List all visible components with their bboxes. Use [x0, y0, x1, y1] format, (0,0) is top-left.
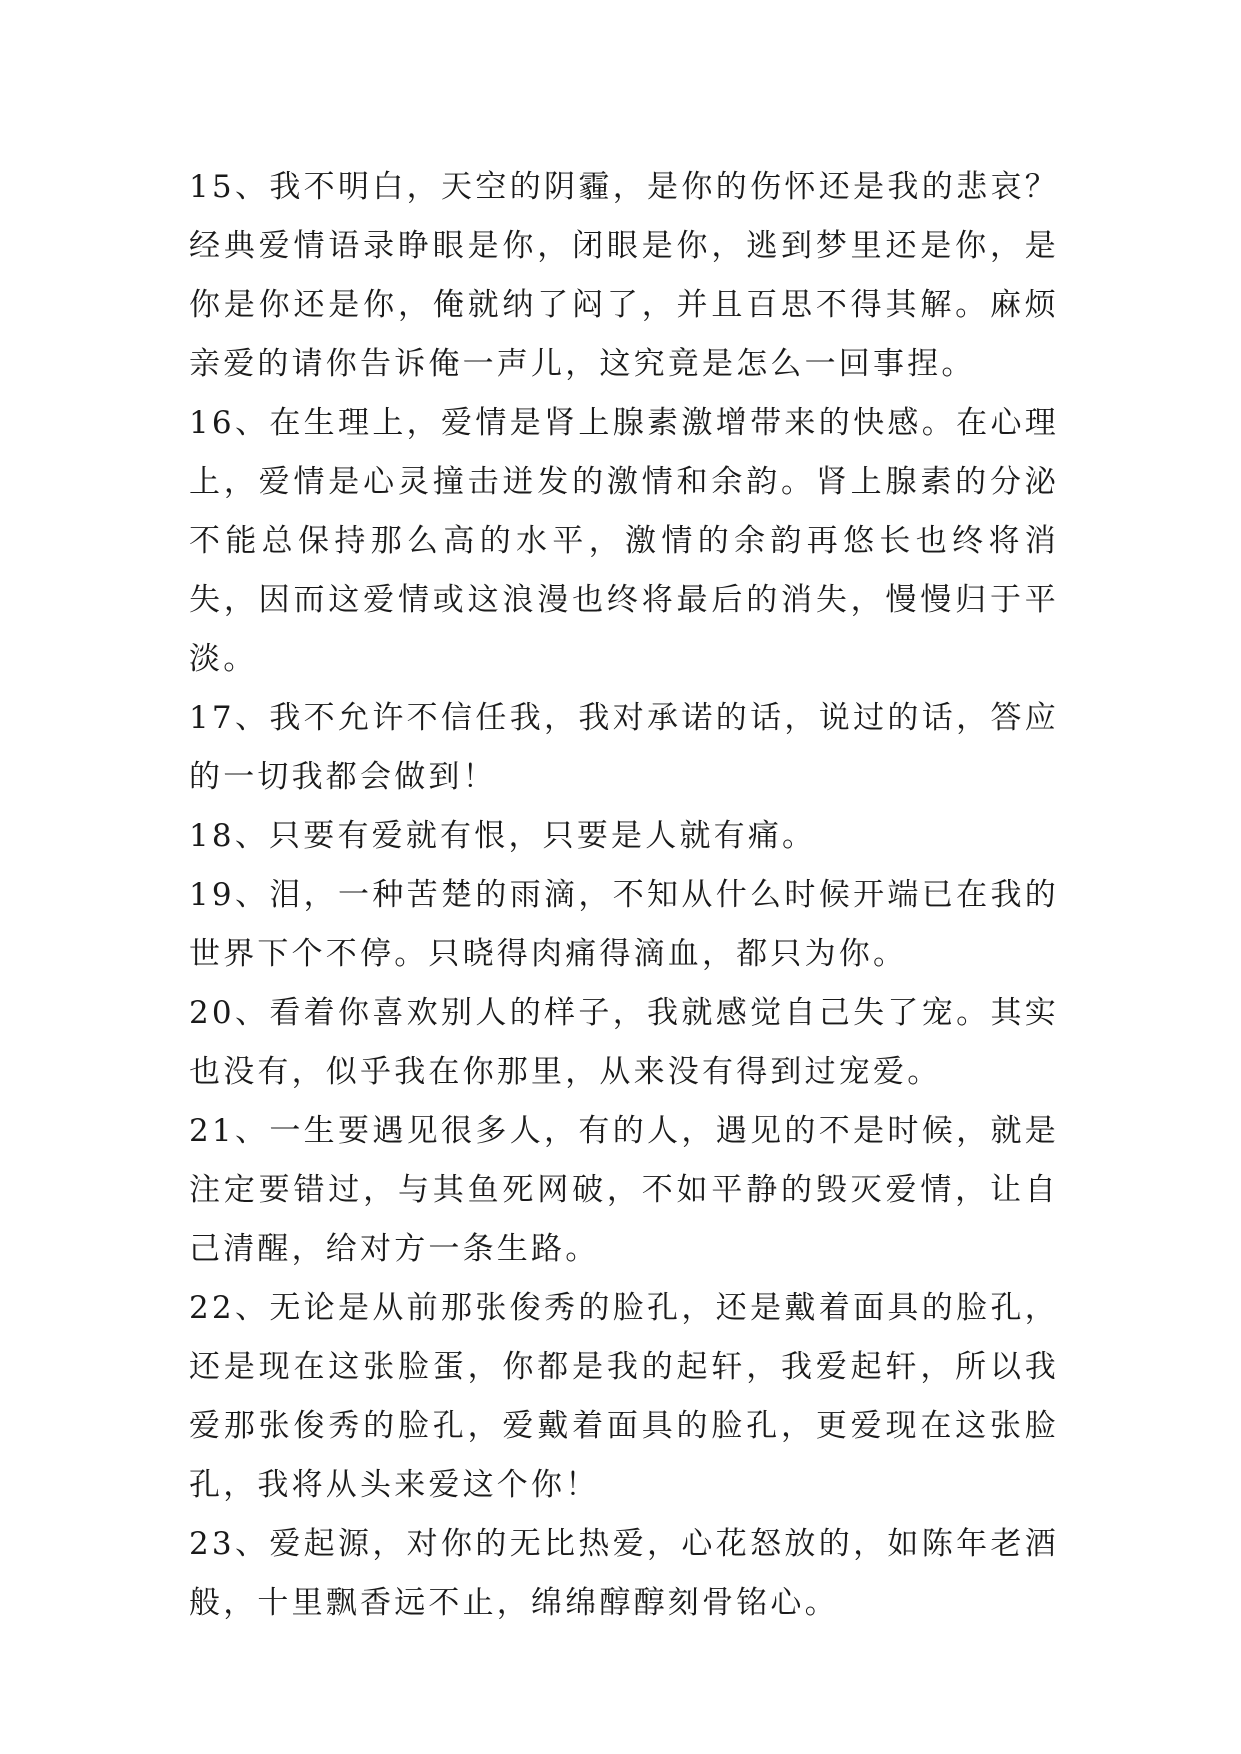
quote-entry-17: 17、我不允许不信任我，我对承诺的话，说过的话，答应的一切我都会做到！: [189, 700, 1059, 795]
quote-entry-20: 20、看着你喜欢别人的样子，我就感觉自己失了宠。其实也没有，似乎我在你那里，从来没有得到过宠爱。: [189, 995, 1059, 1090]
quote-entry-15: 15、我不明白，天空的阴霾，是你的伤怀还是我的悲哀？经典爱情语录睁眼是你，闭眼是你，逃到梦里还是你，是你是你还是你，俺就纳了闷了，并且百思不得其解。麻烦亲爱的请你告诉俺一声儿，这究竟是怎么一回事捏。: [189, 169, 1059, 382]
quote-entry-18: 18、只要有爱就有恨，只要是人就有痛。: [189, 818, 817, 854]
quote-entry-19: 19、泪，一种苦楚的雨滴，不知从什么时候开端已在我的世界下个不停。只晓得肉痛得滴血，都只为你。: [189, 877, 1059, 972]
document-body: [189, 158, 1059, 1633]
quote-entry-23: 23、爱起源，对你的无比热爱，心花怒放的，如陈年老酒般，十里飘香远不止，绵绵醇醇刻骨铭心。: [189, 1526, 1059, 1621]
quote-entry-22: 22、无论是从前那张俊秀的脸孔，还是戴着面具的脸孔，还是现在这张脸蛋，你都是我的起轩，我爱起轩，所以我爱那张俊秀的脸孔，爱戴着面具的脸孔，更爱现在这张脸孔，我将从头来爱这个你！: [189, 1290, 1059, 1503]
quote-entry-21: 21、一生要遇见很多人，有的人，遇见的不是时候，就是注定要错过，与其鱼死网破，不如平静的毁灭爱情，让自己清醒，给对方一条生路。: [189, 1113, 1059, 1267]
quote-entry-16: 16、在生理上，爱情是肾上腺素激增带来的快感。在心理上，爱情是心灵撞击迸发的激情和余韵。肾上腺素的分泌不能总保持那么高的水平，激情的余韵再悠长也终将消失，因而这爱情或这浪漫也终将最后的消失，慢慢归于平淡。: [189, 405, 1059, 677]
